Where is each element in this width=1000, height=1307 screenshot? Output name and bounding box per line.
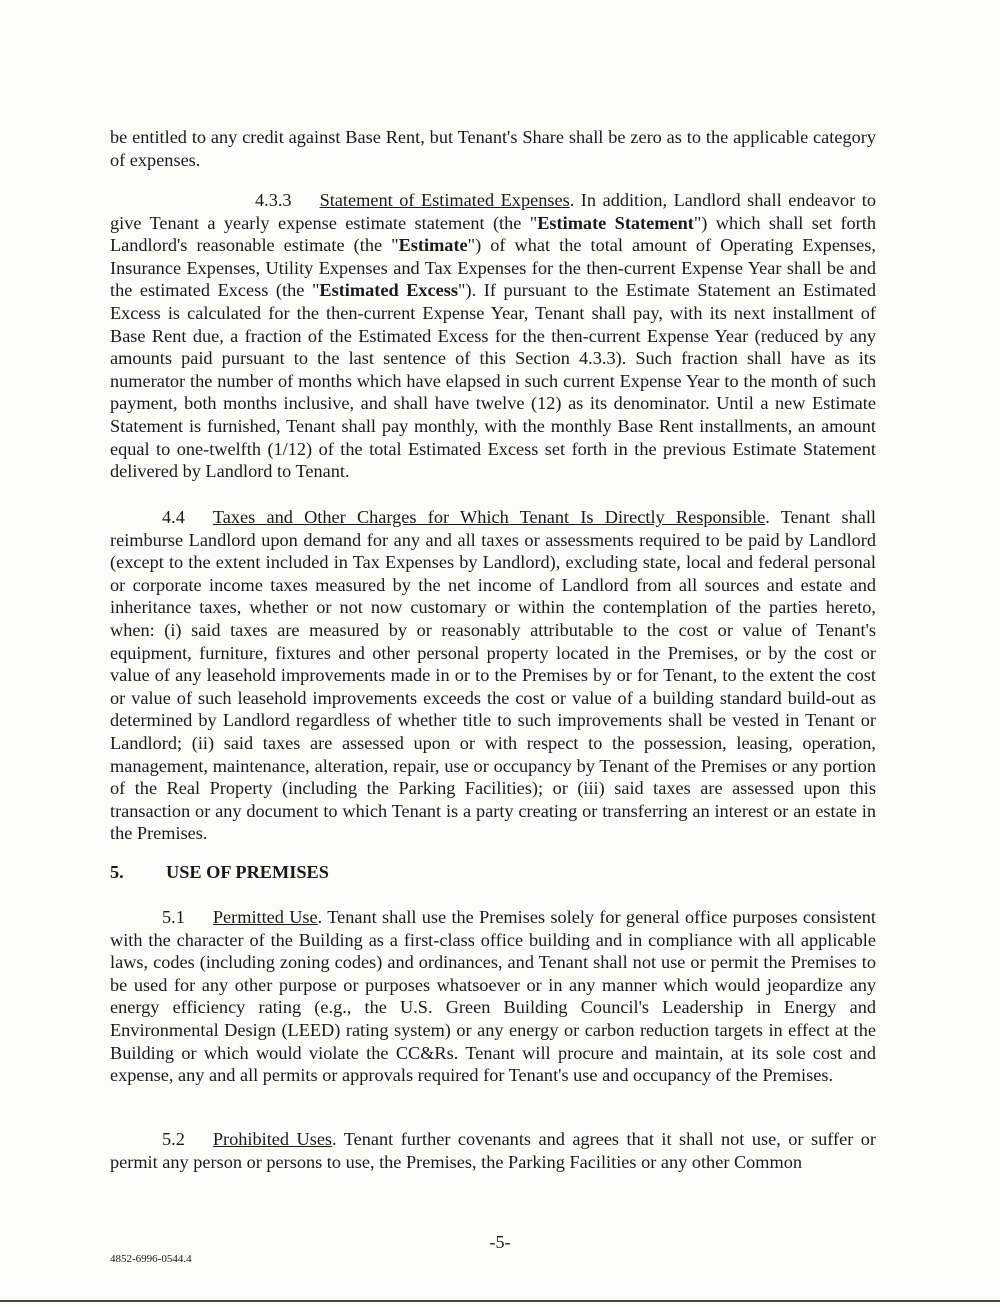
- section-5-title: USE OF PREMISES: [166, 862, 329, 882]
- section-5-number: 5.: [110, 862, 124, 882]
- section-5-heading: [110, 862, 329, 883]
- continuation-paragraph: be entitled to any credit against Base Rent, but Tenant's Share shall be zero as to the applicable category of expenses.: [110, 127, 876, 170]
- section-4-4-paragraph: 4.4 Taxes and Other Charges for Which Tenant Is Directly Responsible. Tenant shall reimburse Landlord upon demand for any and all taxes or assessments required to be paid by Landlord (except to the extent included in Tax Expenses by Landlord), excluding state, local and federal personal or corporate income taxes measured by the net income of Landlord from all sources and estate and inheritance taxes, whether or not now customary or within the contemplation of the parties hereto, when: (i) said taxes are measured by or reasonably attributable to the cost or value of Tenant's equipment, furniture, fixtures and other personal property located in the Premises, or by the cost or value of any leasehold improvements made in or to the Premises by or for Tenant, to the extent the cost or value of such leasehold improvements exceeds the cost or value of a building standard build-out as determined by Landlord regardless of whether title to such improvements shall be vested in Tenant or Landlord; (ii) said taxes are assessed upon or with respect to the possession, leasing, operation, management, maintenance, alteration, repair, use or occupancy by Tenant of the Premises or any portion of the Real Property (including the Parking Facilities); or (iii) said taxes are assessed upon this transaction or any document to which Tenant is a party creating or transferring an interest or an estate in the Premises.: [110, 507, 876, 844]
- defined-term-estimate-statement: Estimate Statement: [537, 212, 694, 233]
- section-5-1-title: Permitted Use: [212, 907, 318, 927]
- section-5-1-paragraph: 5.1 Permitted Use. Tenant shall use the Premises solely for general office purposes consistent with the character of the Building as a first-class office building and in compliance with all applicable laws, codes (including zoning codes) and ordinances, and Tenant shall not use or permit the Premises to be used for any other purpose or purposes whatsoever or in any manner which would jeopardize any energy efficiency rating (e.g., the U.S. Green Building Council's Leadership in Energy and Environmental Design (LEED) rating system) or any energy or carbon reduction targets in effect at the Building or which would violate the CC&Rs. Tenant will procure and maintain, at its sole cost and expense, any and all permits or approvals required for Tenant's use and occupancy of the Premises.: [110, 907, 876, 1086]
- section-5-2-title: Prohibited Uses: [212, 1129, 333, 1149]
- section-4-4-number: 4.4: [162, 507, 185, 527]
- section-4-4-title: Taxes and Other Charges for Which Tenant Is Directly Responsible: [212, 507, 766, 527]
- section-4-3-3-paragraph: 4.3.3 Statement of Estimated Expenses. In addition, Landlord shall endeavor to give Tenant a yearly expense estimate statement (the "Estimate Statement") which shall set forth Landlord's reasonable estimate (the "Estimate") of what the total amount of Operating Expenses, Insurance Expenses, Utility Expenses and Tax Expenses for the then-current Expense Year shall be and the estimated Excess (the "Estimated Excess"). If pursuant to the Estimate Statement an Estimated Excess is calculated for the then-current Expense Year, Tenant shall pay, with its next installment of Base Rent due, a fraction of the Estimated Excess for the then-current Expense Year (reduced by any amounts paid pursuant to the last sentence of this Section 4.3.3). Such fraction shall have as its numerator the number of months which have elapsed in such current Expense Year to the month of such payment, both months inclusive, and shall have twelve (12) as its denominator. Until a new Estimate Statement is furnished, Tenant shall pay monthly, with the monthly Base Rent installments, an amount equal to one-twelfth (1/12) of the total Estimated Excess set forth in the previous Estimate Statement delivered by Landlord to Tenant.: [110, 190, 876, 482]
- page-number: -5-: [489, 1232, 511, 1252]
- section-5-2-number: 5.2: [162, 1129, 185, 1149]
- defined-term-estimate: Estimate: [398, 235, 468, 256]
- section-5-2-paragraph: 5.2 Prohibited Uses. Tenant further covenants and agrees that it shall not use, or suffer or permit any person or persons to use, the Premises, the Parking Facilities or any other Common: [110, 1129, 876, 1172]
- section-5-1-number: 5.1: [162, 907, 185, 927]
- scan-edge-line: [0, 1300, 1000, 1302]
- section-4-3-3-number: 4.3.3: [255, 190, 292, 210]
- section-4-3-3-title: Statement of Estimated Expenses: [319, 190, 570, 210]
- defined-term-estimated-excess: Estimated Excess: [319, 280, 459, 301]
- document-id: 4852-6996-0544.4: [110, 1253, 192, 1265]
